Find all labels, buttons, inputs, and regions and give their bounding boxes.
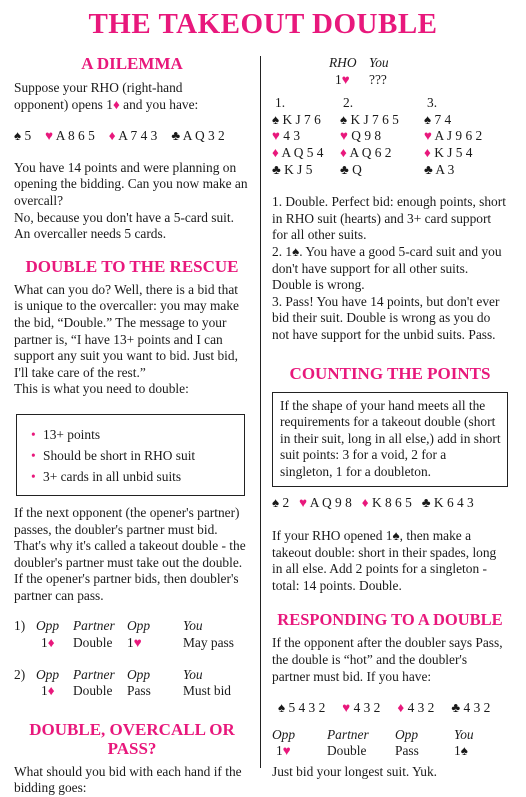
hand-cell: [424, 145, 508, 162]
answer-2-start: 2. 1: [272, 243, 293, 259]
overcall-para: What should you bid with each hand if the bidding goes:: [14, 763, 242, 796]
heading-overcall: [14, 720, 250, 758]
dilemma-intro: [14, 80, 250, 113]
responding-bids: [272, 727, 508, 760]
suit-holding: [45, 128, 95, 145]
suit-holding: [272, 162, 312, 177]
bid-column-header: Partner: [73, 666, 115, 682]
bid-column-header: Opp: [272, 726, 296, 742]
counting-para-rest: , then make a takeout double: short in their spades, long in all else. Add 2 points for a singleton - total: 14 points. Double.: [272, 528, 497, 593]
club-suit-icon: ♣: [424, 161, 433, 177]
suit-cards: A 8 6 5: [53, 128, 95, 144]
hand-cell: [272, 128, 340, 145]
dilemma-hand: [14, 128, 250, 145]
suit-cards: K 6 4 3: [430, 495, 474, 511]
bid-column-header: Opp: [36, 618, 60, 634]
suit-cards: Q 9 8: [347, 128, 382, 144]
bid-column-header: You: [454, 726, 474, 742]
hand-label: 3.: [427, 95, 438, 111]
answer-2-rest: . You have a good 5-card suit and you don't have support for all other suits. Double is wrong.: [272, 243, 502, 293]
suit-holding: [171, 128, 224, 145]
responding-closing: Just bid your longest suit. Yuk.: [272, 764, 438, 779]
diamond-suit-icon: ♦: [397, 700, 405, 716]
diamond-suit-icon: ♦: [340, 144, 347, 160]
counting-para-start: If your RHO opened 1: [272, 528, 393, 544]
suit-cards: 5 4 3 2: [285, 700, 326, 716]
suit-cards: A J 9 6 2: [431, 128, 483, 144]
heart-suit-icon: ♥: [340, 128, 348, 144]
auction-bid-level: 1: [335, 71, 342, 87]
requirement-item: • 13+ points: [31, 424, 234, 445]
answer-1: 1. Double. Perfect bid: enough points, short in RHO suit (hearts) and 3+ card support for all other suits.: [272, 194, 506, 243]
diamond-suit-icon: ♦: [47, 635, 55, 651]
spacer: [14, 635, 36, 652]
diamond-suit-icon: ♦: [112, 96, 120, 112]
bidding-example: [14, 618, 250, 651]
suit-holding: [272, 495, 289, 512]
bid-cell: [36, 683, 73, 700]
heading-rescue: DOUBLE TO THE RESCUE: [25, 256, 239, 276]
club-suit-icon: ♣: [340, 161, 349, 177]
suit-cards: K J 7 6: [279, 111, 321, 127]
heart-suit-icon: ♥: [282, 743, 291, 759]
diamond-suit-icon: ♦: [424, 144, 431, 160]
counting-para: [272, 528, 508, 594]
requirements-box: [16, 414, 245, 496]
counting-box: [272, 392, 508, 488]
suit-holding: [340, 145, 392, 160]
suit-holding: [340, 112, 399, 127]
bid-text: Double: [73, 683, 113, 699]
heart-suit-icon: ♥: [341, 71, 350, 87]
suit-cards: K J 5: [280, 161, 313, 177]
hand-cell: [340, 128, 424, 145]
heading-dilemma: A DILEMMA: [81, 54, 183, 73]
diamond-suit-icon: ♦: [47, 683, 55, 699]
bid-text: Double: [73, 635, 113, 651]
diamond-suit-icon: ♦: [361, 495, 369, 511]
club-suit-icon: ♣: [272, 161, 281, 177]
heading-responding: RESPONDING TO A DOUBLE: [277, 610, 503, 630]
spade-suit-icon: ♠: [278, 700, 286, 716]
hand-cell: [272, 145, 340, 162]
bid-column-header: Opp: [36, 666, 60, 682]
heart-suit-icon: ♥: [272, 128, 280, 144]
suit-holding: [272, 112, 321, 127]
bid-text: Pass: [395, 743, 419, 759]
dilemma-para1: You have 14 points and were planning on opening the bidding. Can you now make an overcall?: [14, 159, 248, 208]
hand-label: 1.: [275, 95, 286, 111]
suit-cards: K J 5 4: [430, 144, 473, 160]
bid-cell: [127, 683, 183, 700]
bid-cell: [36, 635, 73, 652]
bid-column-header: You: [183, 618, 203, 634]
dilemma-intro-line1: Suppose your RHO (right-hand: [14, 80, 183, 95]
example-number: 2): [14, 666, 26, 682]
diamond-suit-icon: ♦: [108, 128, 116, 144]
bid-text: May pass: [183, 635, 234, 651]
suit-cards: Q: [348, 161, 362, 177]
club-suit-icon: ♣: [451, 700, 461, 716]
bid-cell: [73, 683, 127, 700]
spade-suit-icon: ♠: [292, 243, 300, 259]
heart-suit-icon: ♥: [45, 128, 54, 144]
diamond-suit-icon: ♦: [272, 144, 279, 160]
bid-text: Pass: [127, 683, 151, 699]
bid-cell: [183, 683, 238, 700]
bid-cell: [183, 635, 238, 652]
example-number: 1): [14, 618, 26, 634]
bidding-examples: [14, 618, 250, 699]
bid-column-header: Partner: [73, 618, 115, 634]
bid-column-header: Partner: [327, 726, 369, 742]
bid-cell: [327, 743, 395, 760]
suit-holding: [272, 145, 324, 160]
hand-cell: [424, 112, 508, 129]
suit-holding: [424, 112, 451, 127]
suit-holding: [299, 495, 352, 512]
heading-overcall-line1: DOUBLE, OVERCALL OR: [29, 719, 235, 739]
three-hands: [272, 95, 508, 178]
suit-holding: [422, 495, 474, 512]
counting-box-text: If the shape of your hand meets all the requirements for a takeout double (short in their suit, long in all else,) add in short suit points: 3 for a void, 2 for a singleton, 1 for a doubleton.: [280, 397, 501, 479]
hand-cell: [340, 145, 424, 162]
spade-suit-icon: ♠: [424, 111, 432, 127]
suit-holding: [451, 700, 490, 717]
bid-cell: [272, 743, 327, 760]
dilemma-intro-line2: opponent) opens 1: [14, 96, 113, 112]
suit-cards: A 3: [432, 161, 455, 177]
auction: [329, 55, 508, 88]
suit-cards: 4 3 2: [350, 700, 381, 716]
spade-suit-icon: ♠: [460, 743, 468, 759]
suit-cards: K 8 6 5: [368, 495, 412, 511]
page-title: THE TAKEOUT DOUBLE: [88, 8, 438, 40]
heart-suit-icon: ♥: [299, 495, 308, 511]
club-suit-icon: ♣: [171, 128, 181, 144]
bid-cell: [395, 743, 454, 760]
hand-cell: [340, 112, 424, 129]
right-column: [272, 50, 508, 781]
suit-holding: [340, 162, 362, 177]
suit-cards: 4 3 2: [460, 700, 491, 716]
answer-3: 3. Pass! You have 14 points, but don't ever bid their suit. Double is wrong as you do not have support for the unbid suits. Pass.: [272, 293, 500, 342]
suit-cards: A 7 4 3: [115, 128, 158, 144]
suit-cards: A Q 9 8: [307, 495, 352, 511]
hand-cell: [272, 162, 340, 179]
hand-cell: [272, 112, 340, 129]
suit-holding: [424, 128, 482, 143]
bid-column-header: Opp: [127, 618, 151, 634]
suit-holding: [362, 495, 412, 512]
suit-cards: 4 3: [279, 128, 301, 144]
bid-cell: [127, 635, 183, 652]
spade-suit-icon: ♠: [340, 111, 348, 127]
suit-cards: A Q 3 2: [180, 128, 225, 144]
suit-cards: K J 7 6 5: [347, 111, 399, 127]
suit-holding: [342, 700, 380, 717]
answer-2: [272, 244, 508, 294]
suit-holding: [424, 162, 454, 177]
bid-text: Double: [327, 743, 367, 759]
bid-column-header: You: [183, 666, 203, 682]
bid-column-header: Opp: [395, 726, 419, 742]
bid-text: 1: [127, 635, 134, 651]
suit-holding: [272, 128, 300, 143]
bidding-example: [14, 667, 250, 700]
bid-text: 1: [41, 683, 48, 699]
suit-cards: A Q 5 4: [278, 144, 324, 160]
bid-column-header: Opp: [127, 666, 151, 682]
suit-cards: A Q 6 2: [346, 144, 392, 160]
spade-suit-icon: ♠: [272, 495, 280, 511]
hand-cell: [340, 162, 424, 179]
suit-cards: 7 4: [431, 111, 452, 127]
requirements-list: [31, 424, 234, 487]
hand-cell: [424, 128, 508, 145]
responding-hand: [272, 700, 508, 717]
requirement-item: • Should be short in RHO suit: [31, 445, 234, 466]
spade-suit-icon: ♠: [392, 528, 400, 544]
rescue-para3: If the next opponent (the opener's partner) passes, the doubler's partner must bid. That's why it's called a takeout double - the doubler's partner must take out the double. If the opener's partner bids, then doubler's partner can pass.: [14, 504, 246, 603]
heart-suit-icon: ♥: [424, 128, 432, 144]
suit-holding: [340, 128, 381, 143]
rescue-para2: This is what you need to double:: [14, 381, 189, 397]
club-suit-icon: ♣: [421, 495, 431, 511]
counting-hand: [272, 495, 508, 512]
auction-you-bid: ???: [369, 71, 387, 87]
dilemma-intro-line2-end: and you have:: [119, 96, 199, 112]
auction-bid: [329, 72, 369, 89]
heart-suit-icon: ♥: [342, 700, 351, 716]
left-column: [14, 50, 250, 797]
heading-overcall-line2: PASS?: [107, 738, 157, 758]
suit-holding: [14, 128, 31, 145]
spade-suit-icon: ♠: [14, 128, 22, 144]
hand-cell: [424, 162, 508, 179]
heading-counting: COUNTING THE POINTS: [289, 363, 491, 383]
suit-cards: 2: [279, 495, 290, 511]
bid-cell: [454, 743, 504, 760]
suit-holding: [397, 700, 434, 717]
rescue-para1: What can you do? Well, there is a bid that is unique to the overcaller: you may make the bid, “Double.” The message to your partner is, “I have 13+ points and I can support any suit you want to bid. Just bid, I'll take care of the rest.”: [14, 281, 239, 380]
dilemma-para2: No, because you don't have a 5-card suit. An overcaller needs 5 cards.: [14, 209, 234, 242]
spacer: [14, 683, 36, 700]
bid-text: 1: [41, 635, 48, 651]
auction-header-rho: RHO: [329, 55, 357, 70]
bid-text: 1: [454, 743, 461, 759]
spade-suit-icon: ♠: [272, 111, 280, 127]
hand-label: 2.: [343, 95, 354, 111]
suit-cards: 4 3 2: [404, 700, 435, 716]
suit-cards: 5: [21, 128, 32, 144]
suit-holding: [278, 700, 325, 717]
responding-para: If the opponent after the doubler says Pass, the double is “hot” and the doubler's partner must bid. If you have:: [272, 635, 503, 684]
bid-text: 1: [276, 743, 283, 759]
bid-text: Must bid: [183, 683, 231, 699]
column-divider: [260, 56, 261, 768]
suit-holding: [109, 128, 158, 145]
requirement-item: • 3+ cards in all unbid suits: [31, 466, 234, 487]
auction-header-you: You: [369, 55, 389, 70]
bid-cell: [73, 635, 127, 652]
suit-holding: [424, 145, 473, 160]
heart-suit-icon: ♥: [133, 635, 142, 651]
